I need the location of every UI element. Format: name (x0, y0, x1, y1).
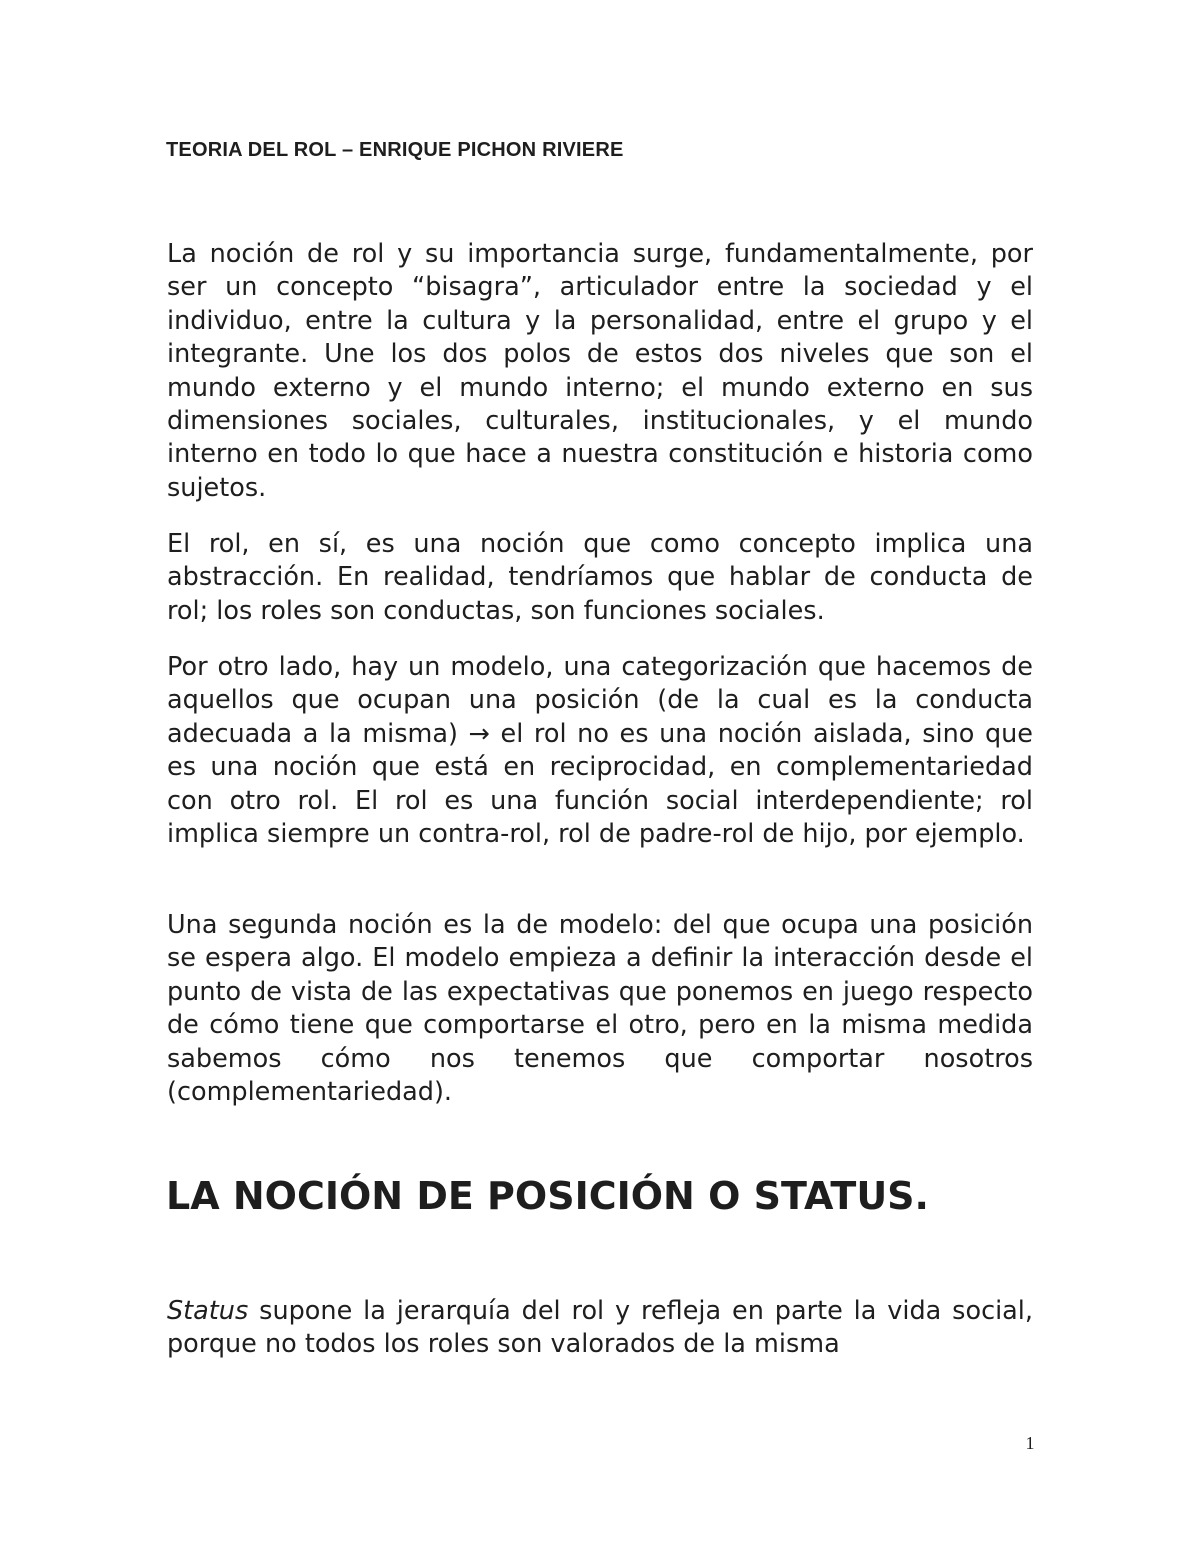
paragraph-3: Por otro lado, hay un modelo, una categorización que hacemos de aquellos que ocupan una posición (de la cual es la conducta adecuada a la misma) → el rol no es una noción aislada, sino que es una noción que está en reciprocidad, en complementariedad con otro rol. El rol es una función social interdependiente; rol implica siempre un contra-rol, rol de padre-rol de hijo, por ejemplo. (167, 652, 1033, 850)
status-paragraph-text: supone la jerarquía del rol y refleja en parte la vida social, porque no todos los roles son valorados de la misma (167, 1296, 1033, 1360)
paragraph-4: Una segunda noción es la de modelo: del que ocupa una posición se espera algo. El modelo empieza a definir la interacción desde el punto de vista de las expectativas que ponemos en juego respecto de cómo tiene que comportarse el otro, pero en la misma medida sabemos cómo nos tenemos que comportar nosotros (complementariedad). (167, 910, 1033, 1108)
status-paragraph (167, 1295, 1033, 1362)
page-number: 1 (1025, 1433, 1035, 1453)
paragraph-2: El rol, en sí, es una noción que como concepto implica una abstracción. En realidad, tendríamos que hablar de conducta de rol; los roles son conductas, son funciones sociales. (167, 529, 1033, 626)
section-heading: LA NOCIÓN DE POSICIÓN O STATUS. (166, 1174, 929, 1218)
status-lead-word: Status (167, 1296, 249, 1326)
paragraph-1: La noción de rol y su importancia surge, fundamentalmente, por ser un concepto “bisagra”, articulador entre la sociedad y el individuo, entre la cultura y la personalidad, entre el grupo y el integrante. Une los dos polos de estos dos niveles que son el mundo externo y el mundo interno; el mundo externo en sus dimensiones sociales, culturales, institucionales, y el mundo interno en todo lo que hace a nuestra constitución e historia como sujetos. (167, 239, 1033, 503)
document-header: TEORIA DEL ROL – ENRIQUE PICHON RIVIERE (166, 139, 624, 161)
